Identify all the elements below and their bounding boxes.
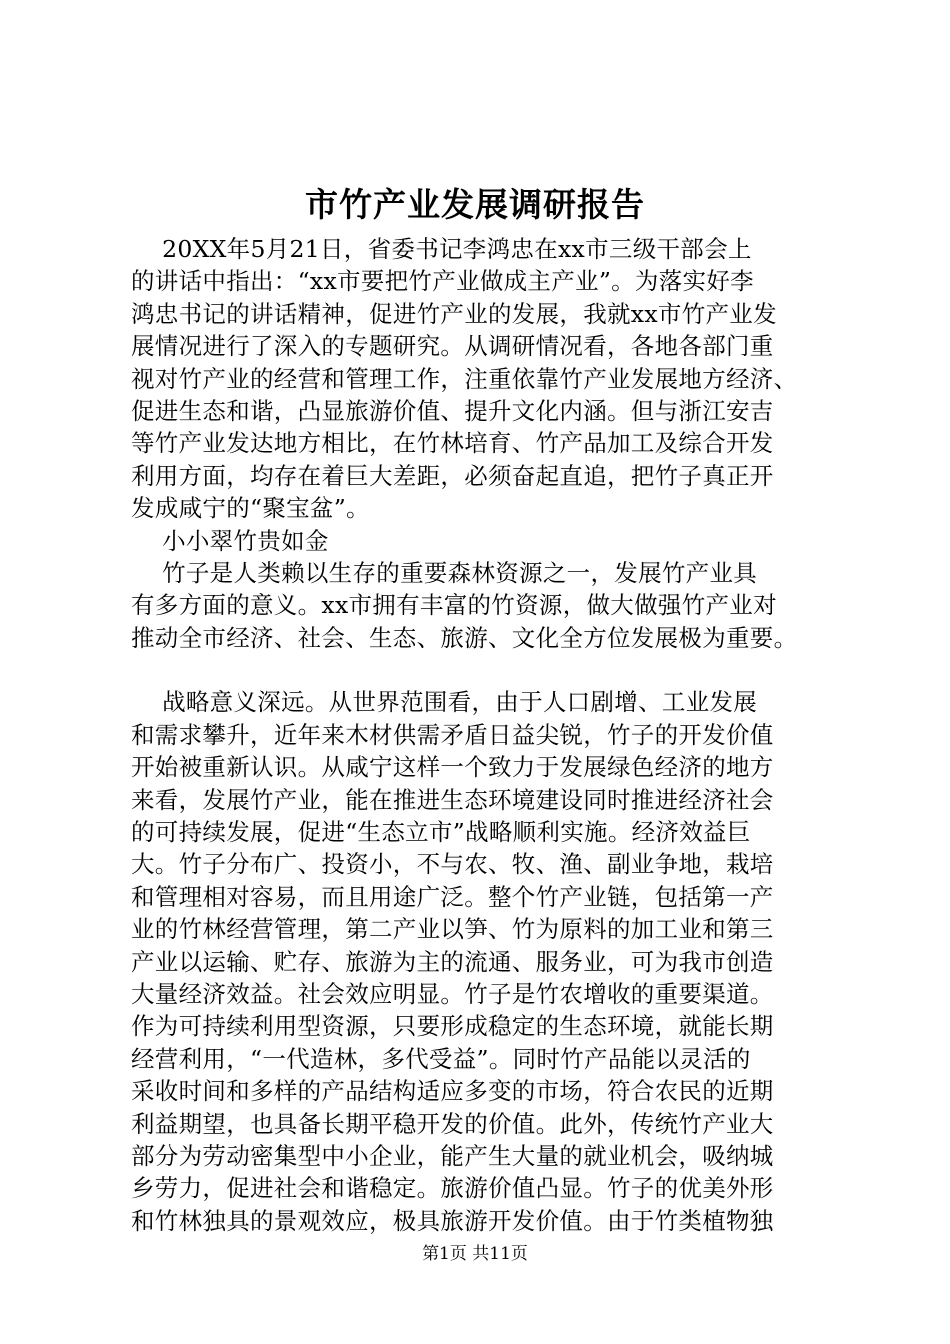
text-line: 乡劳力，促进社会和谐稳定。旅游价值凸显。竹子的优美外形 — [131, 1174, 774, 1203]
text-line: 竹子是人类赖以生存的重要森林资源之一，发展竹产业具 — [131, 558, 758, 587]
text-line: 鸿忠书记的讲话精神，促进竹产业的发展，我就xx市竹产业发 — [131, 299, 777, 328]
text-line: 的讲话中指出：“xx市要把竹产业做成主产业”。为落实好李 — [131, 267, 754, 296]
text-line: 大量经济效益。社会效应明显。竹子是竹农增收的重要渠道。 — [131, 979, 774, 1008]
text-line: 发成咸宁的“聚宝盆”。 — [131, 494, 370, 523]
text-line: 产业以运输、贮存、旅游为主的流通、服务业，可为我市创造 — [131, 947, 774, 976]
text-line: 推动全市经济、社会、生态、旅游、文化全方位发展极为重要。 — [131, 623, 798, 652]
paragraph-spacer — [131, 654, 851, 686]
text-line: 利用方面，均存在着巨大差距，必须奋起直追，把竹子真正开 — [131, 461, 774, 490]
text-line: 促进生态和谐，凸显旅游价值、提升文化内涵。但与浙江安吉 — [131, 396, 774, 425]
text-line: 等竹产业发达地方相比，在竹林培育、竹产品加工及综合开发 — [131, 429, 774, 458]
text-line: 和竹林独具的景观效应，极具旅游开发价值。由于竹类植物独 — [131, 1206, 774, 1235]
text-line: 和需求攀升，近年来木材供需矛盾日益尖锐，竹子的开发价值 — [131, 720, 774, 749]
document-body — [131, 233, 851, 1237]
text-line: 大。竹子分布广、投资小，不与农、牧、渔、副业争地，栽培 — [131, 850, 774, 879]
text-line: 部分为劳动密集型中小企业，能产生大量的就业机会，吸纳城 — [131, 1141, 774, 1170]
text-line: 的可持续发展，促进“生态立市”战略顺利实施。经济效益巨 — [131, 818, 751, 847]
paragraph-significance — [131, 557, 851, 654]
text-line: 20XX年5月21日，省委书记李鸿忠在xx市三级干部会上 — [131, 235, 752, 263]
text-line: 小小翠竹贵如金 — [131, 526, 329, 555]
text-line: 视对竹产业的经营和管理工作，注重依靠竹产业发展地方经济、 — [131, 364, 798, 393]
section-heading — [131, 525, 851, 557]
text-line: 来看，发展竹产业，能在推进生态环境建设同时推进经济社会 — [131, 785, 774, 814]
text-line: 利益期望，也具备长期平稳开发的价值。此外，传统竹产业大 — [131, 1109, 774, 1138]
text-line: 战略意义深远。从世界范围看，由于人口剧增、工业发展 — [131, 688, 758, 717]
text-line: 展情况进行了深入的专题研究。从调研情况看，各地各部门重 — [131, 332, 774, 361]
text-line: 作为可持续利用型资源，只要形成稳定的生态环境，就能长期 — [131, 1012, 774, 1041]
text-line: 有多方面的意义。xx市拥有丰富的竹资源，做大做强竹产业对 — [131, 591, 777, 620]
paragraph-intro — [131, 233, 851, 525]
paragraph-strategic — [131, 686, 851, 1237]
text-line: 业的竹林经营管理，第二产业以笋、竹为原料的加工业和第三 — [131, 915, 774, 944]
text-line: 和管理相对容易，而且用途广泛。整个竹产业链，包括第一产 — [131, 882, 774, 911]
document-title: 市竹产业发展调研报告 — [305, 185, 645, 224]
text-line: 采收时间和多样的产品结构适应多变的市场，符合农民的近期 — [131, 1077, 774, 1106]
text-line: 经营利用，“一代造林，多代受益”。同时竹产品能以灵活的 — [131, 1044, 751, 1073]
page-footer: 第1页 共11页 — [422, 1244, 528, 1264]
text-line: 开始被重新认识。从咸宁这样一个致力于发展绿色经济的地方 — [131, 753, 774, 782]
